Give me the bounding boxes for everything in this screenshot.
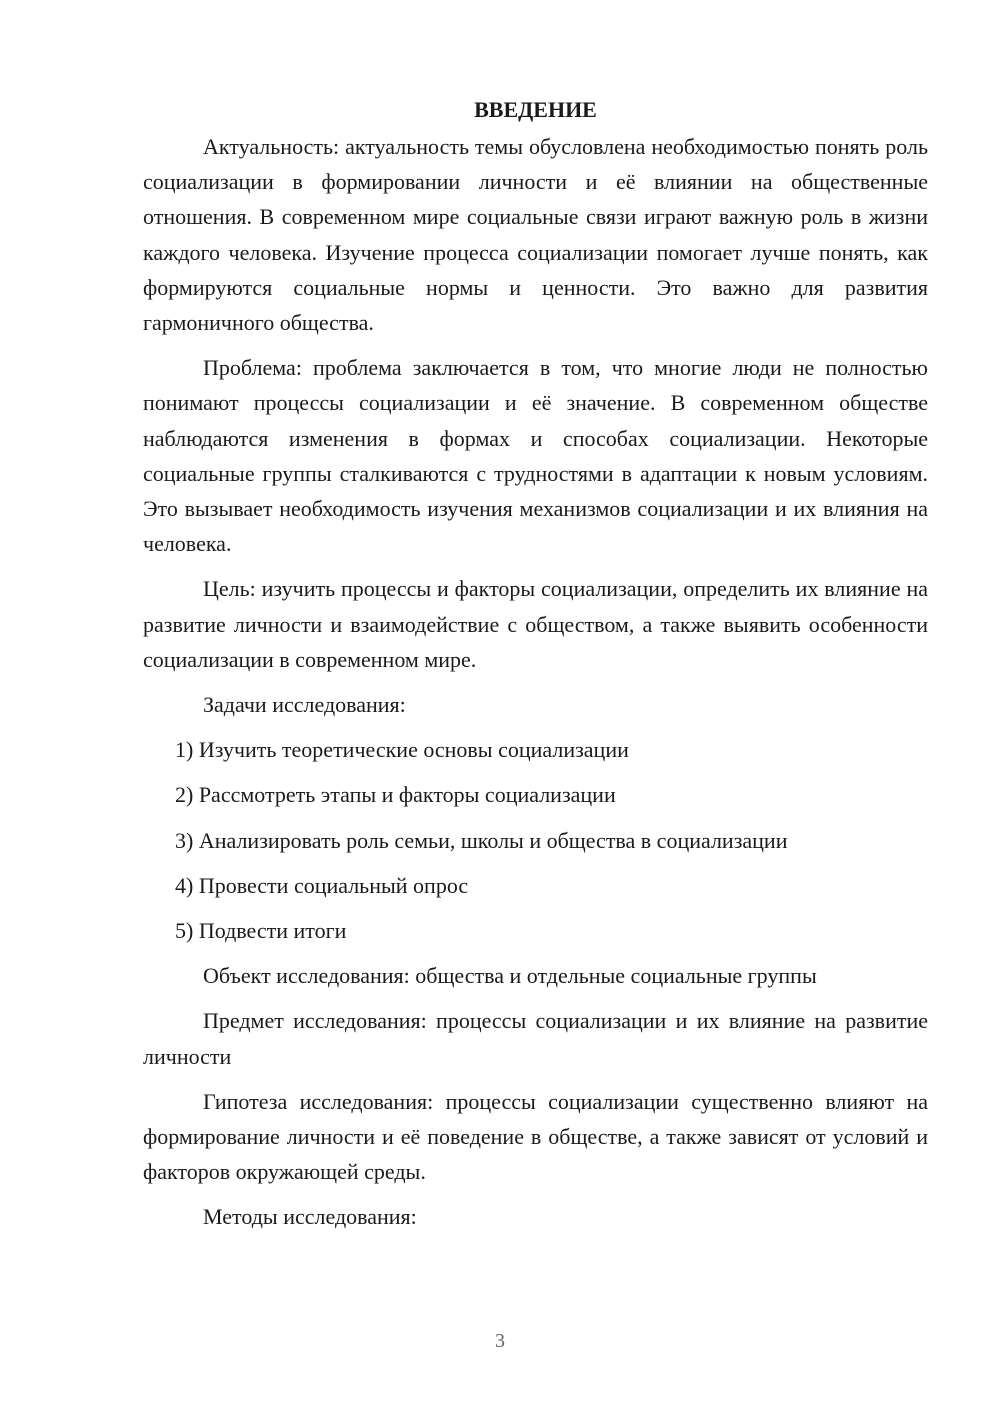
tasks-list xyxy=(143,732,928,948)
tasks-heading: Задачи исследования: xyxy=(203,692,406,718)
goal-paragraph: Цель: изучить процессы и факторы социализации, определить их влияние на развитие личности и взаимодействие с обществом, а также выявить особенности социализации в современном мире. xyxy=(143,576,928,672)
problem-paragraph: Проблема: проблема заключается в том, что многие люди не полностью понимают процессы социализации и её значение. В современном обществе наблюдаются изменения в формах и способах социализации. Некоторые социальные группы сталкиваются с трудностями в адаптации к новым условиям. Это вызывает необходимость изучения механизмов социализации и их влияния на человека. xyxy=(143,355,928,557)
relevance-paragraph: Актуальность: актуальность темы обусловлена необходимостью понять роль социализации в формировании личности и её влиянии на общественные отношения. В современном мире социальные связи играют важную роль в жизни каждого человека. Изучение процесса социализации помогает лучше понять, как формируются социальные нормы и ценности. Это важно для развития гармоничного общества. xyxy=(143,134,928,336)
object-paragraph: Объект исследования: общества и отдельные социальные группы xyxy=(203,963,817,989)
task-item: 2) Рассмотреть этапы и факторы социализации xyxy=(175,782,616,808)
task-item: 1) Изучить теоретические основы социализации xyxy=(175,737,629,763)
task-item: 5) Подвести итоги xyxy=(175,918,347,944)
document-page xyxy=(143,92,928,1245)
hypothesis-paragraph: Гипотеза исследования: процессы социализации существенно влияют на формирование личности и её поведение в обществе, а также зависят от условий и факторов окружающей среды. xyxy=(143,1088,928,1185)
subject-paragraph: Предмет исследования: процессы социализации и их влияние на развитие личности xyxy=(143,1008,928,1069)
task-item: 4) Провести социальный опрос xyxy=(175,872,469,898)
task-item: 3) Анализировать роль семьи, школы и общества в социализации xyxy=(175,827,788,853)
section-title: ВВЕДЕНИЕ xyxy=(474,97,597,122)
page-number: 3 xyxy=(495,1330,505,1352)
methods-heading: Методы исследования: xyxy=(203,1204,417,1230)
